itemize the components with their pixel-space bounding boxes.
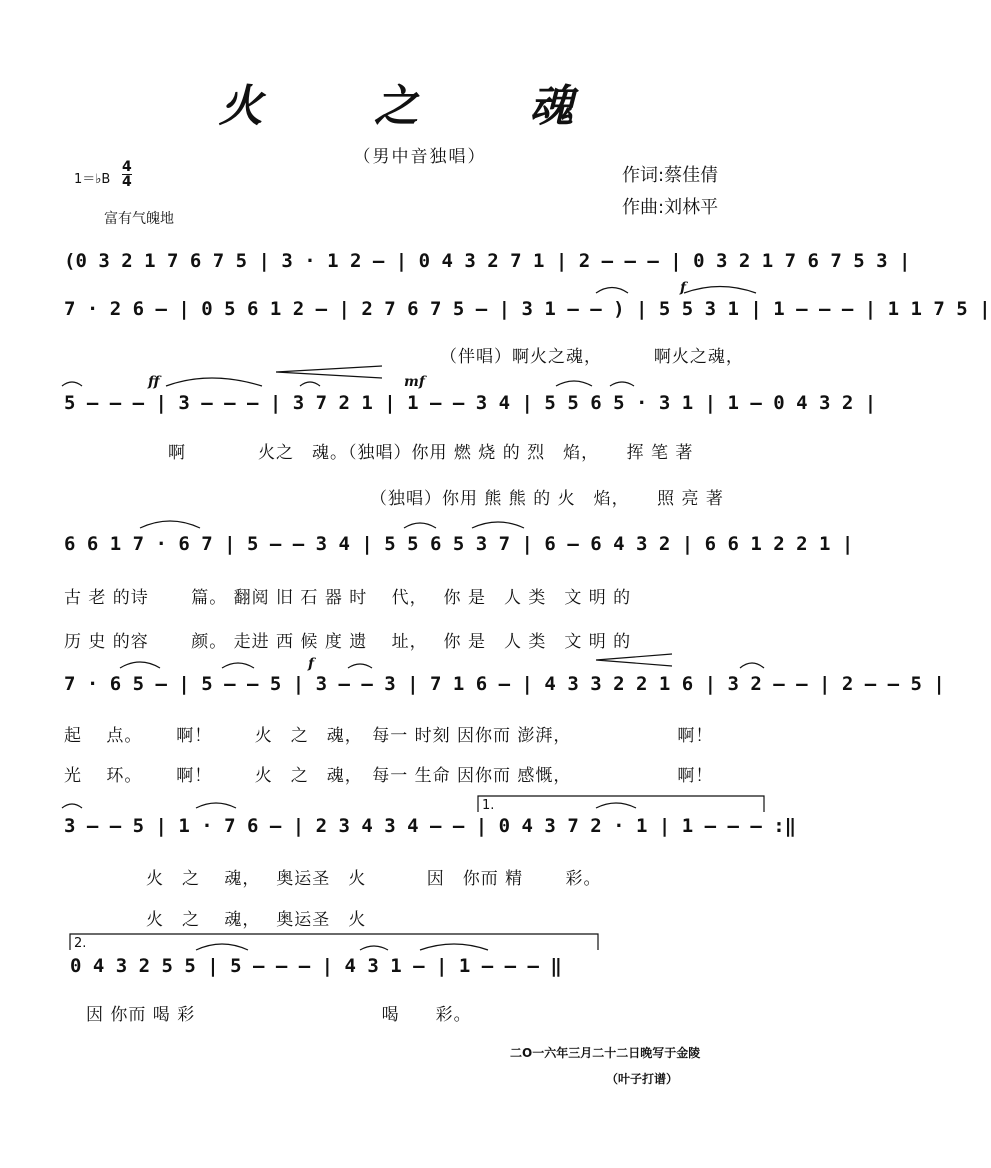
tie-mark	[196, 944, 248, 950]
tie-mark	[196, 803, 236, 808]
lyrics-line-7: 因 你而 喝 彩 喝 彩。	[86, 1005, 472, 1025]
dynamic-ff: ff	[148, 374, 160, 390]
score-line-6: 3 — — 5 | 1 · 7 6 — | 2 3 4 3 4 — — | 0 4 3 7 2 · 1 | 1 — — — :‖	[64, 815, 797, 837]
tie-mark	[222, 663, 254, 668]
tie-mark	[360, 946, 388, 950]
volta-2-label: 2.	[74, 936, 87, 951]
tie-mark	[556, 381, 592, 386]
tie-mark	[596, 803, 636, 808]
dynamic-f-2: f	[308, 656, 315, 672]
score-line-1: (0 3 2 1 7 6 7 5 | 3 · 1 2 — | 0 4 3 2 7 1 | 2 — — — | 0 3 2 1 7 6 7 5 3 |	[64, 250, 911, 272]
score-line-7: 0 4 3 2 5 5 | 5 — — — | 4 3 1 — | 1 — — — ‖	[70, 955, 562, 977]
score-line-5: 7 · 6 5 — | 5 — — 5 | 3 — — 3 | 7 1 6 — | 4 3 3 2 2 1 6 | 3 2 — — | 2 — — 5 |	[64, 673, 945, 695]
tie-mark	[140, 521, 200, 528]
lyrics-line-3a: 啊 火之 魂。（独唱）你用 燃 烧 的 烈 焰， 挥 笔 著	[168, 443, 694, 463]
footer-date: 二O一六年三月二十二日晚写于金陵	[510, 1046, 701, 1060]
time-signature-top: 4	[122, 159, 132, 175]
tie-mark	[300, 382, 320, 386]
lyrics-line-4b: 历 史 的容 颜。 走进 西 候 度 遗 址， 你 是 人 类 文 明 的	[64, 632, 632, 652]
lyrics-line-6b: 火 之 魂， 奥运圣 火	[146, 910, 367, 930]
lyrics-line-3b: （独唱）你用 熊 熊 的 火 焰， 照 亮 著	[370, 489, 724, 509]
dynamic-f-1: f	[680, 280, 687, 296]
lyrics-line-4a: 古 老 的诗 篇。 翻阅 旧 石 器 时 代， 你 是 人 类 文 明 的	[64, 588, 632, 608]
composer: 作曲:刘林平	[622, 197, 719, 218]
tie-mark	[420, 944, 488, 950]
tie-mark	[404, 523, 436, 528]
dynamic-mf: mf	[404, 374, 425, 390]
lyrics-line-6a: 火 之 魂， 奥运圣 火 因 你而 精 彩。	[146, 869, 602, 889]
tie-mark	[596, 288, 628, 294]
score-line-4: 6 6 1 7 · 6 7 | 5 — — 3 4 | 5 5 6 5 3 7 | 6 — 6 4 3 2 | 6 6 1 2 2 1 |	[64, 533, 854, 555]
tie-mark	[610, 382, 634, 386]
tie-mark	[684, 287, 756, 294]
key-signature: 1＝♭B	[74, 172, 111, 187]
time-signature-bottom: 4	[122, 174, 132, 190]
volta-1-bracket	[478, 796, 764, 812]
lyricist: 作词:蔡佳倩	[622, 165, 719, 186]
song-title: 火 之 魂	[218, 81, 622, 132]
tie-mark	[62, 804, 82, 808]
song-subtitle: （男中音独唱）	[353, 147, 487, 167]
volta-1-label: 1.	[482, 798, 495, 813]
crescendo-hairpin	[596, 654, 672, 666]
score-line-3: 5 — — — | 3 — — — | 3 7 2 1 | 1 — — 3 4 | 5 5 6 5 · 3 1 | 1 — 0 4 3 2 |	[64, 392, 877, 414]
tie-mark	[166, 378, 262, 386]
crescendo-hairpin	[276, 366, 382, 378]
lyrics-line-5a: 起 点。 啊！ 火 之 魂， 每一 时刻 因你而 澎湃， 啊！	[64, 726, 714, 746]
tie-mark	[62, 382, 82, 386]
tie-mark	[348, 664, 372, 668]
tie-mark	[472, 522, 524, 528]
tempo-mark: 富有气魄地	[104, 211, 174, 227]
footer-note: （叶子打谱）	[606, 1072, 679, 1086]
tie-mark	[740, 663, 764, 668]
volta-2-bracket	[70, 934, 598, 950]
score-line-2: 7 · 2 6 — | 0 5 6 1 2 — | 2 7 6 7 5 — | 3 1 — — ) | 5 5 3 1 | 1 — — — | 1 1 7 5 |	[64, 298, 991, 320]
lyrics-line-2: （伴唱）啊火之魂， 啊火之魂，	[440, 347, 744, 367]
tie-mark	[120, 662, 160, 668]
lyrics-line-5b: 光 环。 啊！ 火 之 魂， 每一 生命 因你而 感慨， 啊！	[64, 766, 714, 786]
